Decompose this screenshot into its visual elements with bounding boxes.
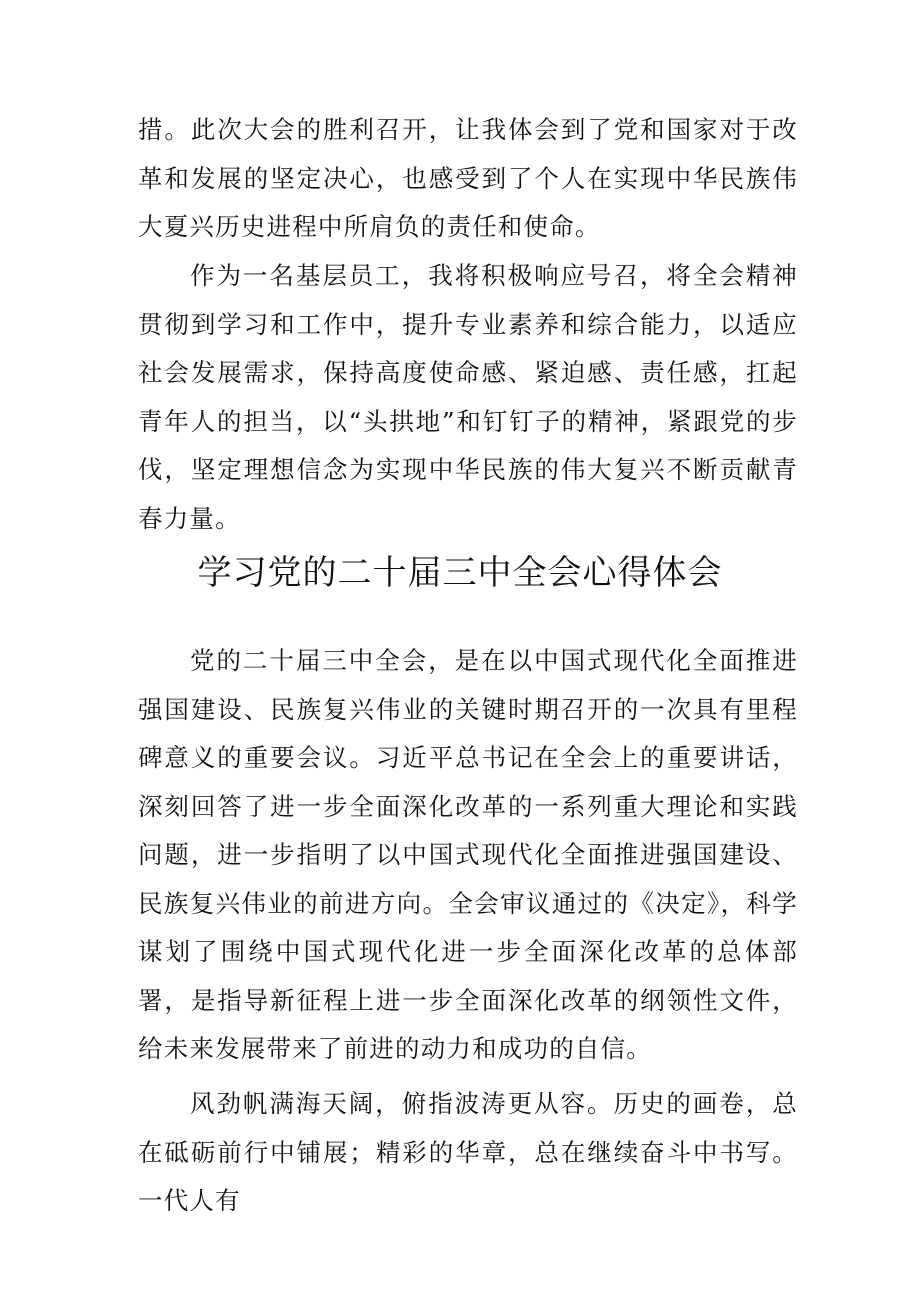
paragraph-continued: 措。此次大会的胜利召开，让我体会到了党和国家对于改革和发展的坚定决心，也感受到了个人在实现中华民族伟大夏兴历史进程中所肩负的责任和使命。 [138, 115, 798, 241]
paragraph-history: 风劲帆满海天阔，俯指波涛更从容。历史的画卷，总在砥砺前行中铺展；精彩的华章，总在继续奋斗中书写。一代人有 [138, 1089, 798, 1215]
paragraph-plenum: 党的二十届三中全会，是在以中国式现代化全面推进强国建设、民族复兴伟业的关键时期召开的一次具有里程碑意义的重要会议。习近平总书记在全会上的重要讲话，深刻回答了进一步全面深化改革的一系列重大理论和实践问题，进一步指明了以中国式现代化全面推进强国建设、民族复兴伟业的前进方向。全会审议通过的《决定》，科学谋划了围绕中国式现代化进一步全面深化改革的总体部署，是指导新征程上进一步全面深化改革的纲领性文件，给未来发展带来了前进的动力和成功的自信。 [138, 646, 798, 1063]
article-title: 学习党的二十届三中全会心得体会 [197, 553, 723, 593]
paragraph-commitment: 作为一名基层员工，我将积极响应号召，将全会精神贯彻到学习和工作中，提升专业素养和综合能力，以适应社会发展需求，保持高度使命感、紧迫感、责任感，扛起青年人的担当，以“头拱地”和钉钉子的精神，紧跟党的步伐，坚定理想信念为实现中华民族的伟大复兴不断贡献青春力量。 [138, 261, 798, 533]
